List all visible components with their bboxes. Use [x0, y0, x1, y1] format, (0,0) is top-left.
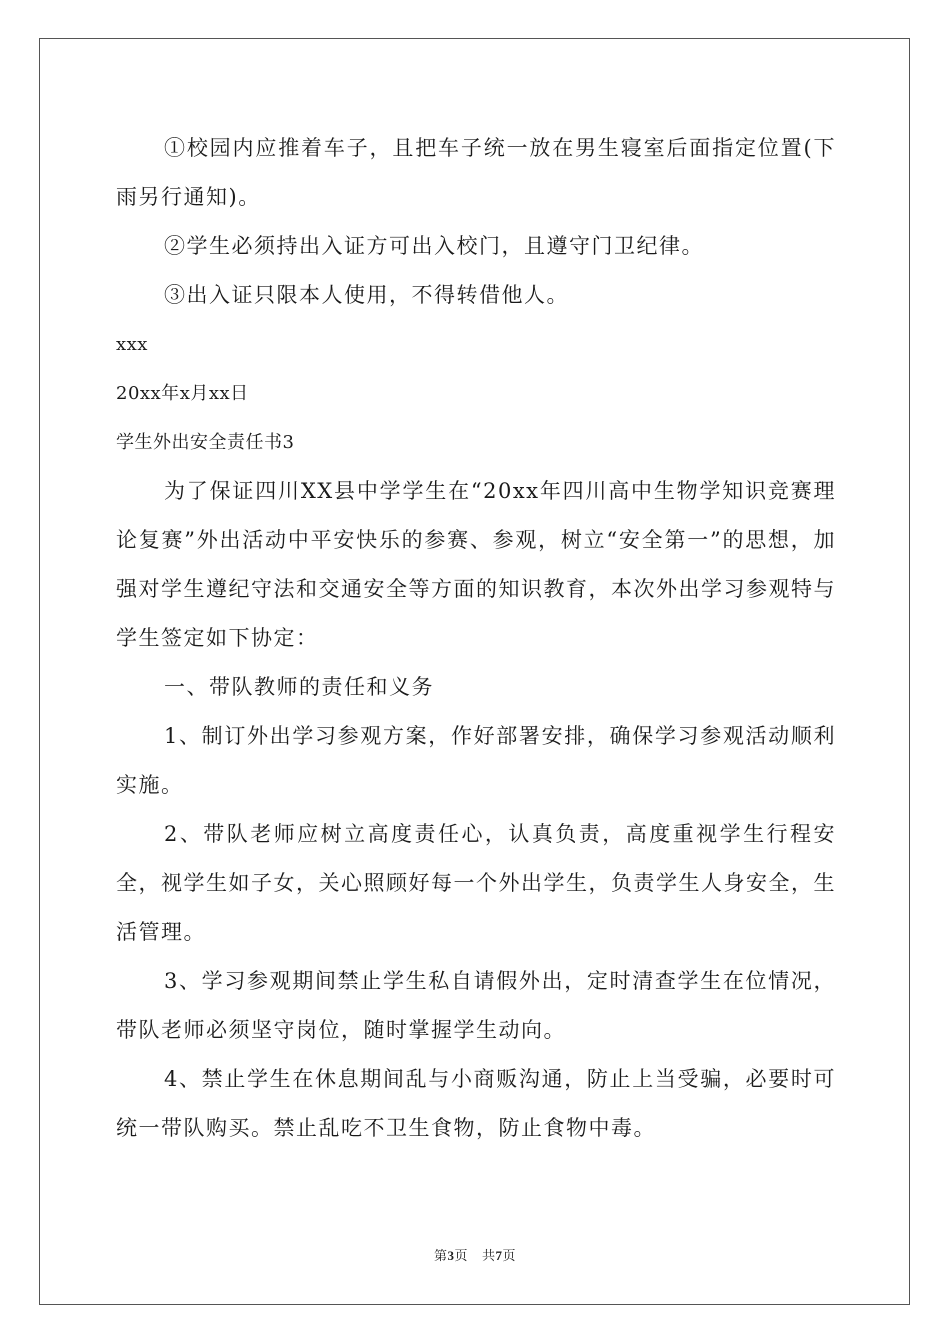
document-body	[116, 124, 836, 1153]
paragraph-3: ③出入证只限本人使用，不得转借他人。	[164, 283, 569, 307]
signature-date: 20xx年x月xx日	[116, 383, 249, 404]
paragraph-1: ①校园内应推着车子，且把车子统一放在男生寝室后面指定位置(下雨另行通知)。	[116, 136, 836, 209]
footer-page-suffix: 页	[454, 1249, 468, 1264]
paragraph-2: ②学生必须持出入证方可出入校门，且遵守门卫纪律。	[164, 234, 704, 258]
footer-page-number: 3	[447, 1248, 455, 1263]
footer-total-prefix: 共	[482, 1249, 496, 1264]
section-title: 学生外出安全责任书3	[116, 432, 295, 453]
paragraph-item-2: 2、带队老师应树立高度责任心，认真负责，高度重视学生行程安全，视学生如子女，关心照顾好每一个外出学生，负责学生人身安全，生活管理。	[116, 822, 836, 944]
paragraph-item-4: 4、禁止学生在休息期间乱与小商贩沟通，防止上当受骗，必要时可统一带队购买。禁止乱吃不卫生食物，防止食物中毒。	[116, 1067, 836, 1140]
page-footer	[0, 1245, 950, 1264]
paragraph-item-3: 3、学习参观期间禁止学生私自请假外出，定时清查学生在位情况，带队老师必须坚守岗位，随时掌握学生动向。	[116, 969, 836, 1042]
signature-name: xxx	[116, 334, 148, 355]
paragraph-heading-duties: 一、带队教师的责任和义务	[164, 675, 434, 699]
footer-total-suffix: 页	[502, 1249, 517, 1264]
paragraph-intro: 为了保证四川XX县中学学生在“20xx年四川高中生物学知识竞赛理论复赛”外出活动中平安快乐的参赛、参观，树立“安全第一”的思想，加强对学生遵纪守法和交通安全等方面的知识教育，本次外出学习参观特与学生签定如下协定：	[116, 479, 836, 650]
footer-page-prefix: 第	[433, 1249, 448, 1264]
footer-total-pages: 7	[495, 1248, 503, 1263]
paragraph-item-1: 1、制订外出学习参观方案，作好部署安排，确保学习参观活动顺利实施。	[116, 724, 836, 797]
